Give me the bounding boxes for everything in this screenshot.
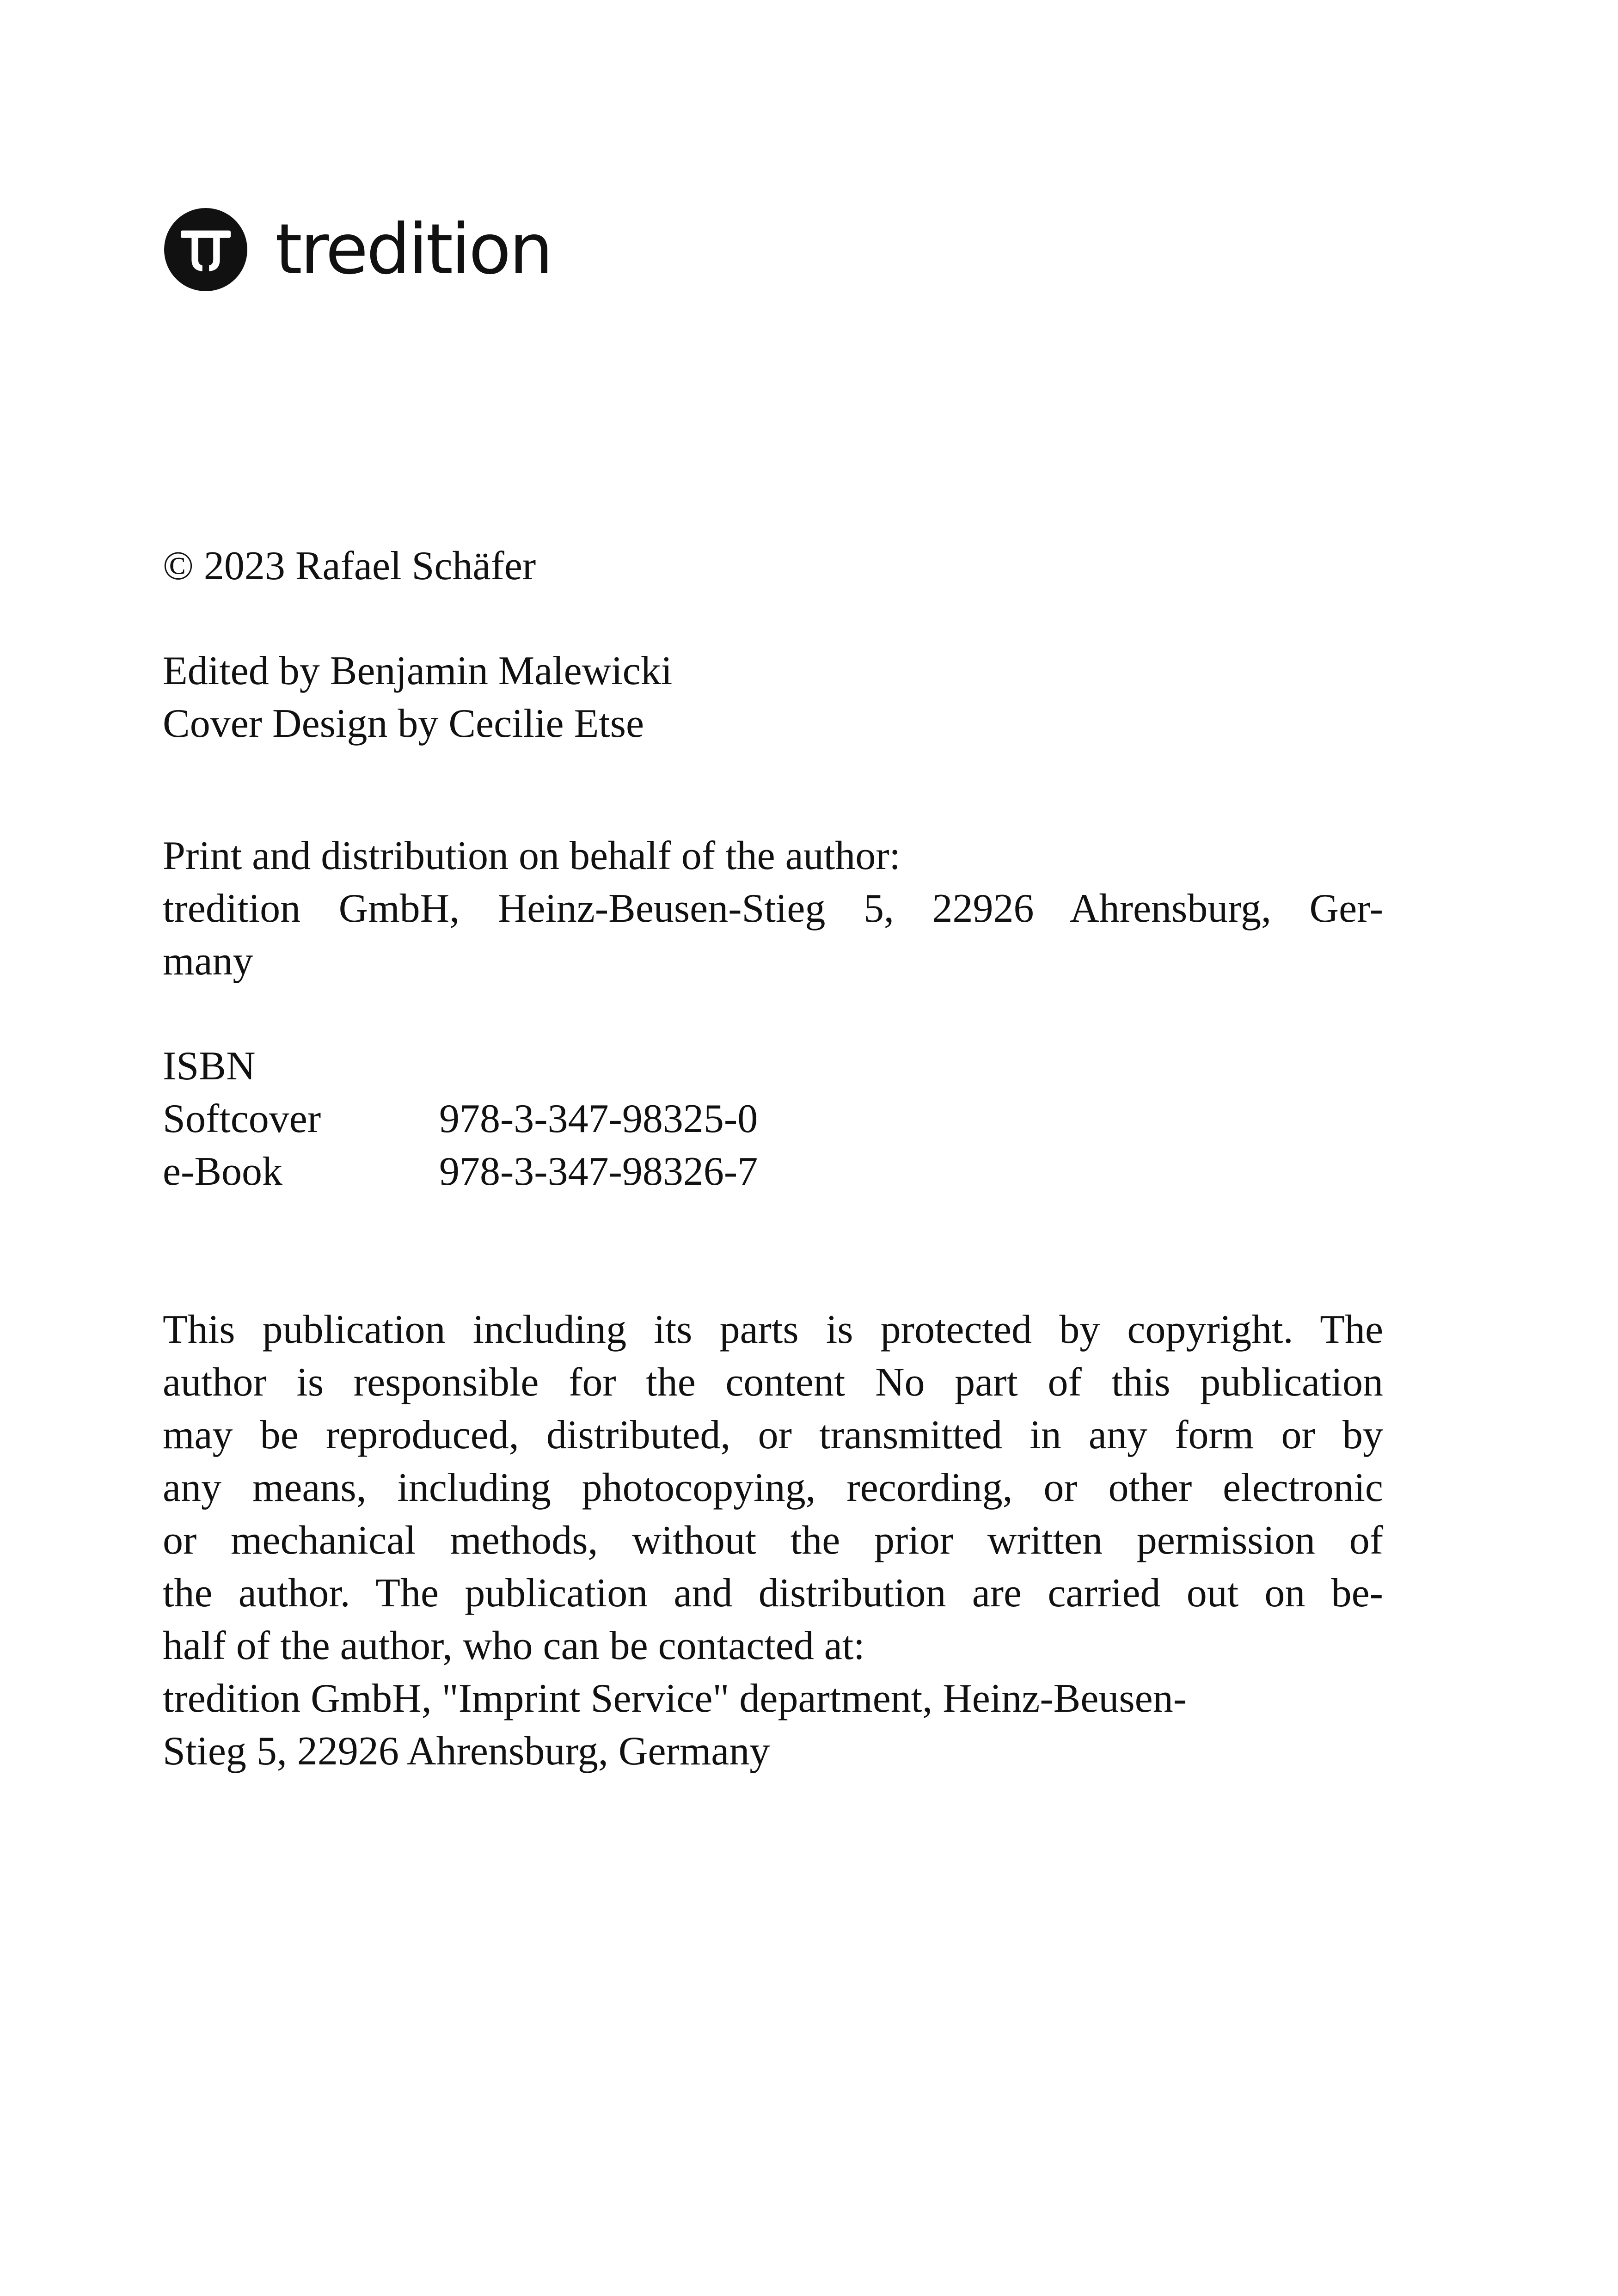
publisher-logo <box>164 206 552 294</box>
legal-line-9: Stieg 5, 22926 Ahrensburg, Germany <box>163 1729 770 1774</box>
legal-notice <box>163 1304 1383 1778</box>
edited-by-line: Edited by Benjamin Malewicki <box>163 649 673 693</box>
isbn-heading: ISBN <box>163 1044 256 1089</box>
cover-design-line: Cover Design by Cecilie Etse <box>163 701 644 746</box>
isbn-row-softcover <box>163 1093 758 1145</box>
legal-line-8: tredition GmbH, "Imprint Service" department, Heinz-Beusen- <box>163 1676 1187 1721</box>
isbn-value: 978-3-347-98325-0 <box>439 1096 758 1141</box>
tredition-logo-icon <box>164 208 247 291</box>
legal-line-1: This publication including its parts is protected by copyright. The <box>163 1307 1383 1352</box>
legal-line-4: any means, including photocopying, recording, or other electronic <box>163 1465 1383 1510</box>
legal-line-6: the author. The publication and distribution are carried out on be- <box>163 1571 1383 1616</box>
print-line-2: tredition GmbH, Heinz-Beusen-Stieg 5, 22926 Ahrensburg, Ger- <box>163 886 1383 931</box>
print-line-1: Print and distribution on behalf of the author: <box>163 833 901 878</box>
logo-wordmark: tredition <box>275 209 552 290</box>
isbn-value: 978-3-347-98326-7 <box>439 1149 758 1194</box>
isbn-label: Softcover <box>163 1096 321 1141</box>
legal-line-3: may be reproduced, distributed, or transmitted in any form or by <box>163 1413 1383 1457</box>
credits-block <box>163 645 672 750</box>
legal-line-2: author is responsible for the content No part of this publication <box>163 1360 1383 1405</box>
legal-line-5: or mechanical methods, without the prior written permission of <box>163 1518 1383 1563</box>
print-line-3: many <box>163 939 253 984</box>
isbn-label: e-Book <box>163 1149 283 1194</box>
isbn-row-ebook <box>163 1145 758 1198</box>
print-distribution-block <box>163 830 1383 988</box>
legal-line-7: half of the author, who can be contacted at: <box>163 1623 865 1668</box>
copyright-line: © 2023 Rafael Schäfer <box>163 544 536 588</box>
isbn-block <box>163 1040 758 1198</box>
